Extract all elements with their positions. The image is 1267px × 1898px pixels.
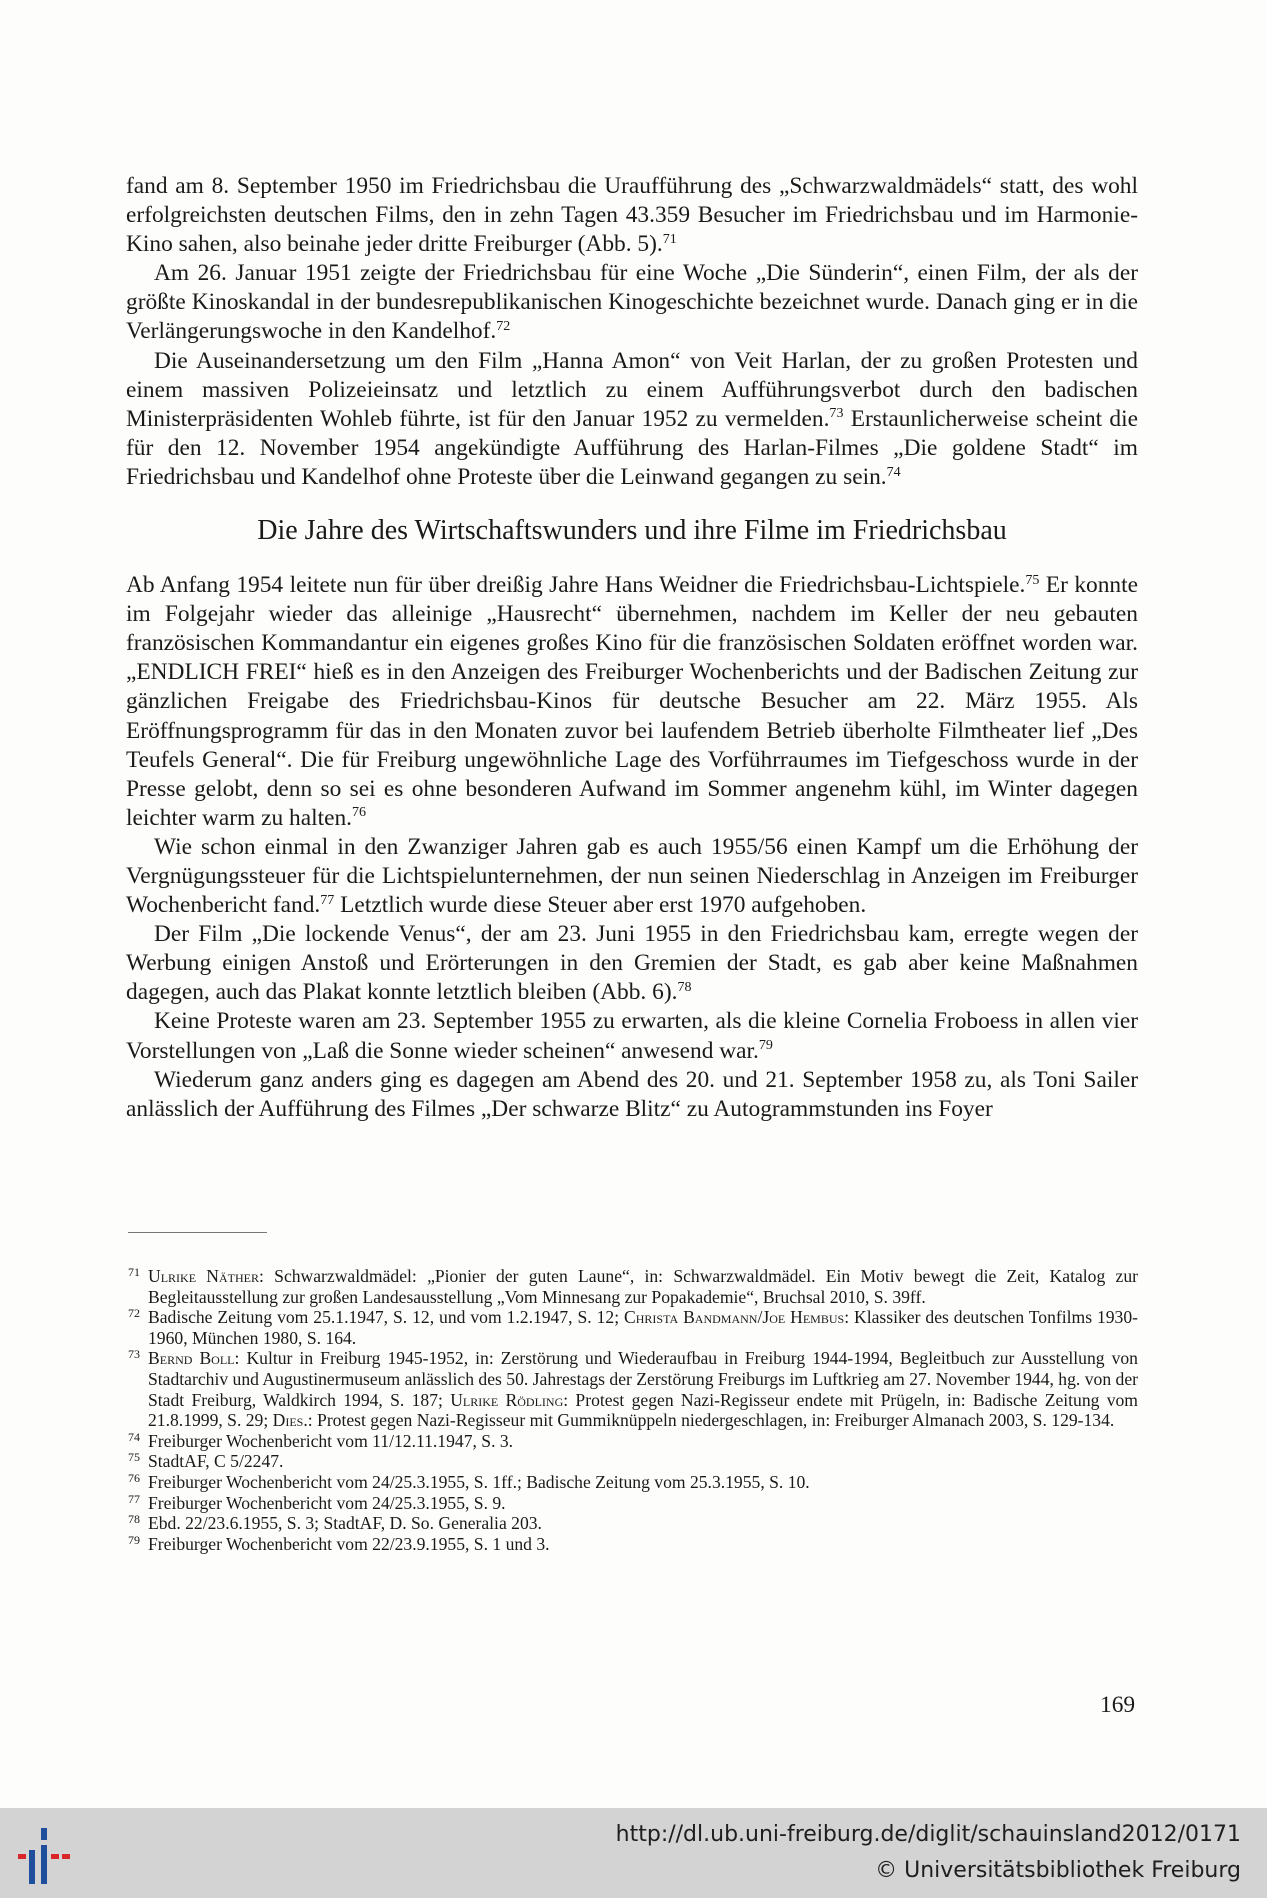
footnote-ref[interactable]: 71 [662, 230, 677, 247]
paragraph-6: Der Film „Die lockende Venus“, der am 23. Juni 1955 in den Friedrichsbau kam, erregte wegen der Werbung einigen Anstoß und Erörterungen in den Gremien der Stadt, es gab aber keine Maßnahmen dagegen, auch das Plakat konnte letztlich bleiben (Abb. 6).$^{78}$ [126, 921, 1138, 1006]
paragraph-2: Am 26. Januar 1951 zeigte der Friedrichsbau für eine Woche „Die Sünderin“, einen Film, der als der größte Kinoskandal in der bundesrepublikanischen Kinogeschichte bezeichnet wurde. Danach ging er in die Verlängerungswoche in den Kandelhof.$^{72}$ [126, 260, 1138, 345]
footnote-ref[interactable]: 79 [758, 1037, 773, 1054]
page-number: 169 [1100, 1692, 1136, 1718]
footnote-72: 72 Badische Zeitung vom 25.1.1947, S. 12, und vom 1.2.1947, S. 12; Christa Bandmann/Joe Hembus: Klassiker des deutschen Tonfilms 1930-1960, München 1980, S. 164. [128, 1306, 1139, 1348]
paragraph-4: Ab Anfang 1954 leitete nun für über dreißig Jahre Hans Weidner die Friedrichsbau-Lichtspiele.$^{75}$ Er konnte im Folgejahr wieder das alleinige „Hausrecht“ übernehmen, nachdem im Keller der neu gebauten französischen Kommandantur ein eigenes großes Kino für die französischen Soldaten eröffnet worden war. „ENDLICH FREI“ hieß es in den Anzeigen des Freiburger Wochenberichts und der Badischen Zeitung zur gänzlichen Freigabe des Friedrichsbau-Kinos für deutsche Besucher am 22. März 1955. Als Eröffnungsprogramm für das in den Monaten zuvor bei laufendem Betrieb überholte Filmtheater lief „Des Teufels General“. Die für Freiburg ungewöhnliche Lage des Vorführraumes im Tiefgeschoss wurde in der Presse gelobt, denn so sei es ohne besonderen Aufwand im Sommer angenehm kühl, im Winter dagegen leichter warm zu halten.$^{76}$ [126, 571, 1138, 831]
footnote-78: 78 Ebd. 22/23.6.1955, S. 3; StadtAF, D. So. Generalia 203. [128, 1512, 542, 1534]
paragraph-7: Keine Proteste waren am 23. September 1955 zu erwarten, als die kleine Cornelia Froboess in allen vier Vorstellungen von „Laß die Sonne wieder scheinen“ anwesend war.$^{79}$ [126, 1008, 1138, 1064]
paragraph-8: Wiederum ganz anders ging es dagegen am Abend des 20. und 21. September 1958 zu, als Toni Sailer anlässlich der Aufführung des Filmes „Der schwarze Blitz“ zu Autogrammstunden ins Foyer [126, 1066, 1138, 1122]
footnote-73: 73 Bernd Boll: Kultur in Freiburg 1945-1952, in: Zerstörung und Wiederaufbau in Freiburg 1944-1994, Begleitbuch zur Ausstellung von Stadtarchiv und Augustinermuseum anlässlich des 50. Jahrestags der Zerstörung Freiburgs im Luftkrieg am 27. November 1944, hg. von der Stadt Freiburg, Waldkirch 1994, S. 187; Ulrike Rödling: Protest gegen Nazi-Regisseur endete mit Prügeln, in: Badische Zeitung vom 21.8.1999, S. 29; Dies.: Protest gegen Nazi-Regisseur mit Gummiknüppeln niedergeschlagen, in: Freiburger Almanach 2003, S. 129-134. [128, 1347, 1138, 1431]
footnote-76: 76 Freiburger Wochenbericht vom 24/25.3.1955, S. 1ff.; Badische Zeitung vom 25.3.1955, S. 10. [128, 1470, 810, 1492]
body-text [126, 172, 1138, 1124]
footnotes [126, 1266, 1138, 1554]
footnote-ref[interactable]: 74 [886, 463, 901, 480]
ub-freiburg-logo-icon[interactable] [18, 1828, 70, 1884]
footnote-ref[interactable]: 77 [320, 891, 335, 908]
footnote-71: 71 Ulrike Näther: Schwarzwaldmädel: „Pionier der guten Laune“, in: Schwarzwaldmädel. Ein Motiv bewegt die Zeit, Katalog zur Begleitausstellung zur großen Landesausstellung „Vom Minnesang zur Popakademie“, Bruchsal 2010, S. 39ff. [128, 1265, 1138, 1307]
footnote-79: 79 Freiburger Wochenbericht vom 22/23.9.1955, S. 1 und 3. [128, 1532, 550, 1554]
footer-bar [0, 1808, 1267, 1898]
paragraph-5: Wie schon einmal in den Zwanziger Jahren gab es auch 1955/56 einen Kampf um die Erhöhung der Vergnügungssteuer für die Lichtspielunternehmen, der nun seinen Niederschlag in Anzeigen im Freiburger Wochenbericht fand.$^{77}$ Letztlich wurde diese Steuer aber erst 1970 aufgehoben. [126, 833, 1138, 919]
footnote-ref[interactable]: 72 [496, 318, 511, 335]
footnote-74: 74 Freiburger Wochenbericht vom 11/12.11.1947, S. 3. [128, 1429, 514, 1451]
document-url-link[interactable]: http://dl.ub.uni-freiburg.de/diglit/schauinsland2012/0171 [615, 1822, 1241, 1847]
footnote-ref[interactable]: 73 [829, 405, 844, 422]
footnote-divider [128, 1232, 267, 1233]
section-heading: Die Jahre des Wirtschaftswunders und ihre Filme im Friedrichsbau [257, 515, 1007, 547]
footnote-77: 77 Freiburger Wochenbericht vom 24/25.3.1955, S. 9. [128, 1491, 506, 1513]
copyright-notice: © Universitätsbibliothek Freiburg [875, 1858, 1241, 1883]
footnote-ref[interactable]: 76 [352, 804, 367, 821]
paragraph-1: fand am 8. September 1950 im Friedrichsbau die Uraufführung des „Schwarzwaldmädels“ statt, des wohl erfolgreichsten deutschen Films, den in zehn Tagen 43.359 Besucher im Friedrichsbau und im Harmonie-Kino sahen, also beinahe jeder dritte Freiburger (Abb. 5).$^{71}$ [126, 173, 1138, 258]
paragraph-3: Die Auseinandersetzung um den Film „Hanna Amon“ von Veit Harlan, der zu großen Protesten und einem massiven Polizeieinsatz und letztlich zu einem Aufführungsverbot durch den badischen Ministerpräsidenten Wohleb führte, ist für den Januar 1952 zu vermelden.$^{73}$ Erstaunlicherweise scheint die für den 12. November 1954 angekündigte Aufführung des Harlan-Filmes „Die goldene Stadt“ im Friedrichsbau und Kandelhof ohne Proteste über die Leinwand gegangen zu sein.$^{74}$ [126, 347, 1138, 490]
footnote-ref[interactable]: 78 [677, 978, 692, 995]
footnote-ref[interactable]: 75 [1025, 571, 1040, 588]
footnote-75: 75 StadtAF, C 5/2247. [128, 1450, 284, 1472]
